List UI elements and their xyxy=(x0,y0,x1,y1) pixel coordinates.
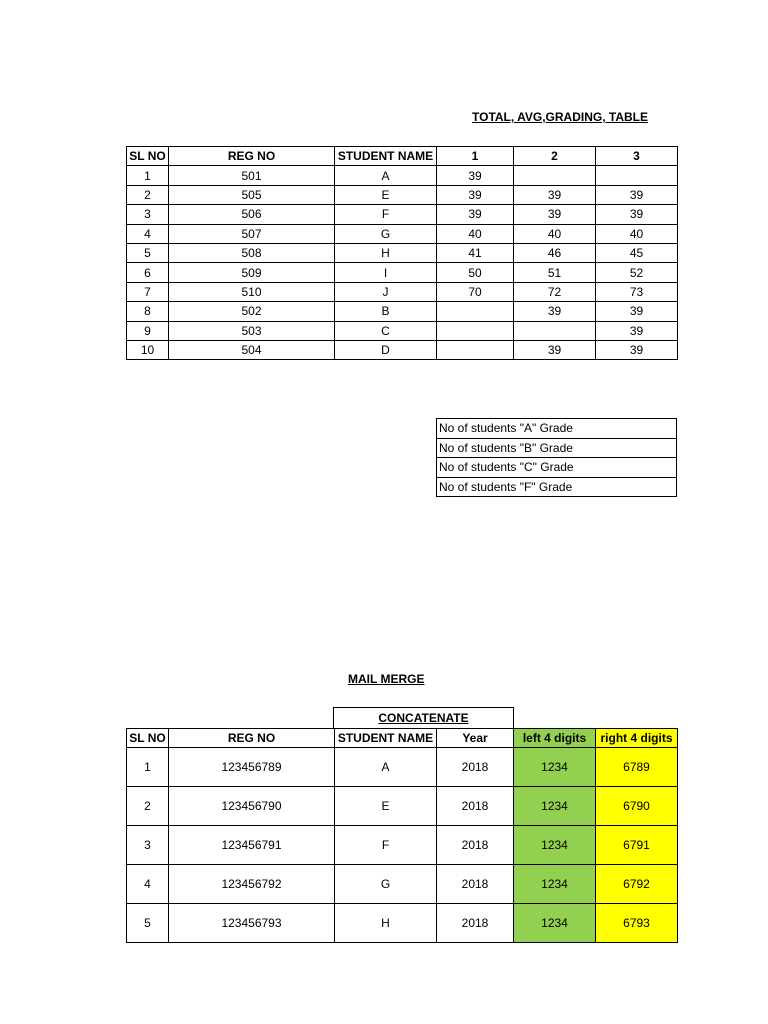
cell-mark-2: 46 xyxy=(514,243,596,262)
cell-mark-1: 50 xyxy=(437,263,514,282)
header-mark-1: 1 xyxy=(437,147,514,166)
cell-reg-no: 501 xyxy=(169,166,335,185)
cell-mark-3: 39 xyxy=(596,321,678,340)
cell-mark-1: 39 xyxy=(437,166,514,185)
cell-sl-no: 2 xyxy=(127,185,169,204)
header-sl-no: SL NO xyxy=(127,729,169,748)
cell-year: 2018 xyxy=(437,865,514,904)
cell-sl-no: 4 xyxy=(127,224,169,243)
cell-mark-2: 40 xyxy=(514,224,596,243)
cell-reg-no: 507 xyxy=(169,224,335,243)
cell-mark-2: 39 xyxy=(514,302,596,321)
cell-mark-3: 39 xyxy=(596,340,678,359)
table-row xyxy=(127,787,678,826)
cell-reg-no: 123456793 xyxy=(169,904,335,943)
table-row xyxy=(127,282,678,301)
cell-mark-2: 51 xyxy=(514,263,596,282)
grading-table xyxy=(126,146,678,360)
cell-mark-3: 52 xyxy=(596,263,678,282)
cell-sl-no: 2 xyxy=(127,787,169,826)
mail-merge-table xyxy=(126,728,678,943)
cell-sl-no: 7 xyxy=(127,282,169,301)
header-mark-2: 2 xyxy=(514,147,596,166)
cell-left-4-digits: 1234 xyxy=(514,748,596,787)
cell-mark-3: 40 xyxy=(596,224,678,243)
cell-reg-no: 504 xyxy=(169,340,335,359)
cell-sl-no: 8 xyxy=(127,302,169,321)
cell-sl-no: 5 xyxy=(127,243,169,262)
grade-count-label: No of students "C" Grade xyxy=(437,458,677,478)
grade-count-label: No of students "F" Grade xyxy=(437,477,677,497)
cell-sl-no: 3 xyxy=(127,826,169,865)
header-reg-no: REG NO xyxy=(169,729,335,748)
table-row xyxy=(127,185,678,204)
cell-student-name: J xyxy=(335,282,437,301)
table-row xyxy=(127,748,678,787)
cell-student-name: A xyxy=(335,166,437,185)
cell-mark-3: 39 xyxy=(596,302,678,321)
cell-year: 2018 xyxy=(437,826,514,865)
cell-mark-1: 40 xyxy=(437,224,514,243)
cell-sl-no: 1 xyxy=(127,748,169,787)
table-row xyxy=(127,904,678,943)
mail-merge-header-row xyxy=(127,729,678,748)
cell-sl-no: 1 xyxy=(127,166,169,185)
concatenate-label: CONCATENATE xyxy=(333,707,514,729)
cell-sl-no: 9 xyxy=(127,321,169,340)
cell-mark-1: 39 xyxy=(437,205,514,224)
cell-mark-3 xyxy=(596,166,678,185)
cell-left-4-digits: 1234 xyxy=(514,787,596,826)
cell-mark-1: 70 xyxy=(437,282,514,301)
table-row xyxy=(127,865,678,904)
header-reg-no: REG NO xyxy=(169,147,335,166)
table-row xyxy=(127,340,678,359)
cell-mark-1 xyxy=(437,321,514,340)
grading-table-title: TOTAL, AVG,GRADING, TABLE xyxy=(472,110,648,124)
cell-student-name: G xyxy=(335,865,437,904)
cell-year: 2018 xyxy=(437,748,514,787)
table-row xyxy=(127,263,678,282)
grade-count-label: No of students "B" Grade xyxy=(437,438,677,458)
table-row xyxy=(127,321,678,340)
header-mark-3: 3 xyxy=(596,147,678,166)
cell-mark-2: 39 xyxy=(514,340,596,359)
cell-mark-3: 73 xyxy=(596,282,678,301)
cell-reg-no: 123456789 xyxy=(169,748,335,787)
cell-mark-3: 45 xyxy=(596,243,678,262)
cell-student-name: H xyxy=(335,243,437,262)
cell-student-name: D xyxy=(335,340,437,359)
list-item xyxy=(437,438,677,458)
cell-mark-1 xyxy=(437,302,514,321)
list-item xyxy=(437,419,677,439)
cell-student-name: B xyxy=(335,302,437,321)
header-left-4-digits: left 4 digits xyxy=(514,729,596,748)
cell-student-name: A xyxy=(335,748,437,787)
cell-right-4-digits: 6793 xyxy=(596,904,678,943)
cell-student-name: E xyxy=(335,787,437,826)
cell-reg-no: 506 xyxy=(169,205,335,224)
cell-student-name: F xyxy=(335,205,437,224)
table-row xyxy=(127,302,678,321)
grade-count-label: No of students "A" Grade xyxy=(437,419,677,439)
mail-merge-title: MAIL MERGE xyxy=(348,672,425,686)
cell-student-name: C xyxy=(335,321,437,340)
cell-student-name: H xyxy=(335,904,437,943)
grading-header-row xyxy=(127,147,678,166)
cell-sl-no: 6 xyxy=(127,263,169,282)
header-student-name: STUDENT NAME xyxy=(335,147,437,166)
cell-mark-3: 39 xyxy=(596,205,678,224)
cell-mark-3: 39 xyxy=(596,185,678,204)
cell-mark-1: 39 xyxy=(437,185,514,204)
cell-reg-no: 123456791 xyxy=(169,826,335,865)
table-row xyxy=(127,243,678,262)
cell-mark-2: 72 xyxy=(514,282,596,301)
list-item xyxy=(437,477,677,497)
cell-mark-1: 41 xyxy=(437,243,514,262)
cell-right-4-digits: 6792 xyxy=(596,865,678,904)
cell-sl-no: 4 xyxy=(127,865,169,904)
cell-reg-no: 502 xyxy=(169,302,335,321)
cell-mark-2: 39 xyxy=(514,205,596,224)
cell-year: 2018 xyxy=(437,787,514,826)
cell-right-4-digits: 6791 xyxy=(596,826,678,865)
cell-sl-no: 5 xyxy=(127,904,169,943)
list-item xyxy=(437,458,677,478)
grade-count-table xyxy=(436,418,677,497)
table-row xyxy=(127,205,678,224)
cell-reg-no: 123456792 xyxy=(169,865,335,904)
cell-student-name: I xyxy=(335,263,437,282)
cell-reg-no: 508 xyxy=(169,243,335,262)
cell-year: 2018 xyxy=(437,904,514,943)
cell-mark-2: 39 xyxy=(514,185,596,204)
cell-student-name: F xyxy=(335,826,437,865)
cell-mark-2 xyxy=(514,166,596,185)
header-right-4-digits: right 4 digits xyxy=(596,729,678,748)
header-year: Year xyxy=(437,729,514,748)
cell-sl-no: 3 xyxy=(127,205,169,224)
cell-mark-2 xyxy=(514,321,596,340)
cell-reg-no: 503 xyxy=(169,321,335,340)
cell-mark-1 xyxy=(437,340,514,359)
cell-sl-no: 10 xyxy=(127,340,169,359)
table-row xyxy=(127,224,678,243)
cell-reg-no: 509 xyxy=(169,263,335,282)
cell-right-4-digits: 6790 xyxy=(596,787,678,826)
table-row xyxy=(127,166,678,185)
cell-reg-no: 510 xyxy=(169,282,335,301)
cell-right-4-digits: 6789 xyxy=(596,748,678,787)
table-row xyxy=(127,826,678,865)
cell-student-name: E xyxy=(335,185,437,204)
header-sl-no: SL NO xyxy=(127,147,169,166)
cell-student-name: G xyxy=(335,224,437,243)
cell-left-4-digits: 1234 xyxy=(514,826,596,865)
cell-reg-no: 505 xyxy=(169,185,335,204)
cell-reg-no: 123456790 xyxy=(169,787,335,826)
header-student-name: STUDENT NAME xyxy=(335,729,437,748)
cell-left-4-digits: 1234 xyxy=(514,904,596,943)
cell-left-4-digits: 1234 xyxy=(514,865,596,904)
